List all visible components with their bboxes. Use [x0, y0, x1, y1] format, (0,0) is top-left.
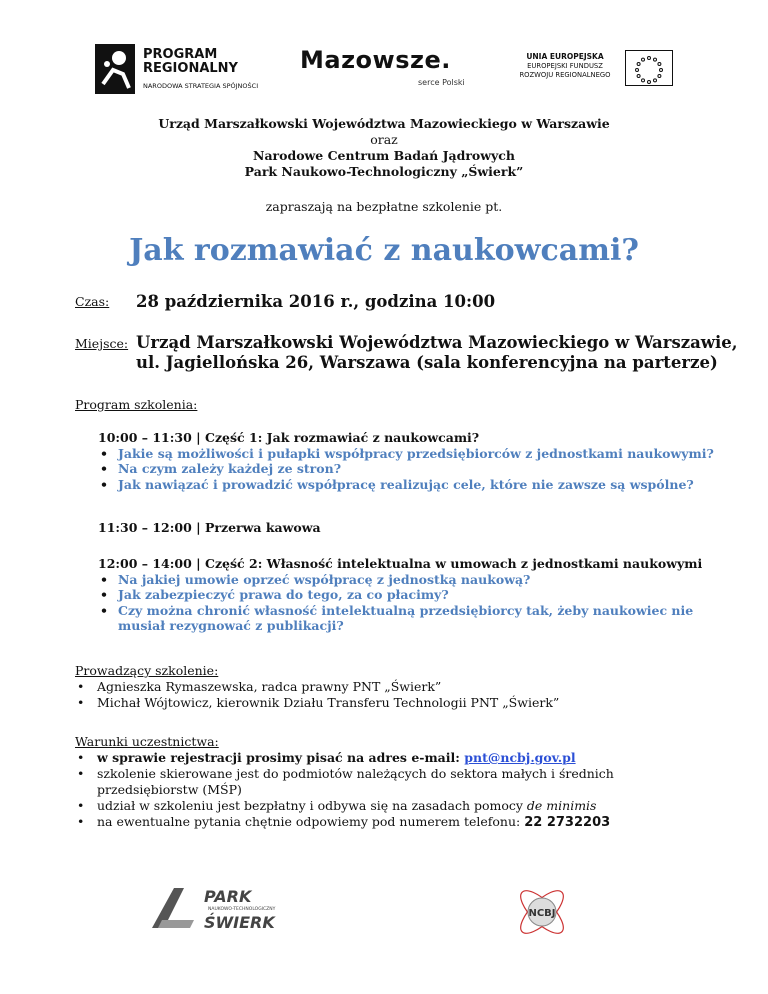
invitation-text: zapraszają na bezpłatne szkolenie pt.: [265, 199, 503, 214]
eu-flag-icon: [625, 50, 673, 86]
email-link[interactable]: pnt@ncbj.gov.pl: [464, 750, 576, 765]
list-item: • w sprawie rejestracji prosimy pisać na adres e-mail: pnt@ncbj.gov.pl: [75, 750, 695, 766]
program-regionalny-logo: [95, 42, 260, 98]
conditions-list: [75, 750, 695, 831]
program-regionalny-title: PROGRAM REGIONALNY: [143, 47, 238, 76]
program-part-2: [98, 556, 738, 634]
list-item: • Na jakiej umowie oprzeć współpracę z jednostką naukową?: [98, 572, 738, 588]
page-title: Jak rozmawiać z naukowcami?: [129, 233, 639, 268]
list-item: • Michał Wójtowicz, kierownik Działu Transferu Technologii PNT „Świerk”: [75, 695, 559, 711]
mazowsze-tagline: serce Polski: [418, 78, 465, 87]
list-item: • Na czym zależy każdej ze stron?: [98, 461, 738, 477]
organizer-1: Urząd Marszałkowski Województwa Mazowieckiego w Warszawie: [158, 116, 610, 131]
mazowsze-wordmark: Mazowsze.: [300, 46, 451, 74]
list-item: • udział w szkoleniu jest bezpłatny i odbywa się na zasadach pomocy de minimis: [75, 798, 695, 814]
phone-number: 22 2732203: [524, 815, 611, 830]
svg-text:NAUKOWO-TECHNOLOGICZNY: NAUKOWO-TECHNOLOGICZNY: [208, 907, 276, 912]
park-swierk-logo: [148, 884, 293, 932]
svg-text:ŚWIERK: ŚWIERK: [204, 913, 275, 932]
park-swierk-emblem-icon: [148, 884, 293, 932]
ncbj-atom-icon: [510, 880, 574, 944]
list-item: • Jak nawiązać i prowadzić współpracę realizując cele, które nie zawsze są wspólne?: [98, 477, 738, 493]
list-item: • Agnieszka Rymaszewska, radca prawny PNT „Świerk”: [75, 679, 559, 695]
program-regionalny-symbol-icon: [95, 44, 135, 94]
program-regionalny-subtitle: NARODOWA STRATEGIA SPÓJNOŚCI: [143, 82, 259, 90]
organizer-3: Park Naukowo-Technologiczny „Świerk”: [244, 164, 524, 179]
part-2-heading: 12:00 – 14:00 | Część 2: Własność intelektualna w umowach z jednostkami naukowymi: [98, 556, 703, 571]
list-item: • na ewentualne pytania chętnie odpowiemy pod numerem telefonu: 22 2732203: [75, 814, 695, 831]
trainers-heading: Prowadzący szkolenie:: [75, 663, 219, 678]
where-label: Miejsce:: [75, 336, 129, 351]
list-item: • Czy można chronić własność intelektualną przedsiębiorcy tak, żeby naukowiec nie musiał rezygnować z publikacji?: [98, 603, 738, 634]
coffee-break: 11:30 – 12:00 | Przerwa kawowa: [98, 520, 321, 535]
where-line-2: ul. Jagiellońska 26, Warszawa (sala konferencyjna na parterze): [136, 353, 718, 372]
header-logos: [95, 42, 673, 98]
organizer-2: Narodowe Centrum Badań Jądrowych: [253, 148, 515, 163]
conditions-heading: Warunki uczestnictwa:: [75, 734, 219, 749]
trainers-list: [75, 679, 559, 711]
program-heading: Program szkolenia:: [75, 397, 198, 412]
part-2-list: [98, 572, 738, 634]
svg-text:NCBJ: NCBJ: [528, 908, 556, 919]
part-1-heading: 10:00 – 11:30 | Część 1: Jak rozmawiać z naukowcami?: [98, 430, 480, 445]
when-label: Czas:: [75, 294, 110, 309]
where-line-1: Urząd Marszałkowski Województwa Mazowieckiego w Warszawie,: [136, 333, 738, 352]
organizer-conjunction: oraz: [370, 132, 398, 147]
svg-text:PARK: PARK: [204, 887, 252, 906]
eu-text: UNIA EUROPEJSKA EUROPEJSKI FUNDUSZ ROZWOJU REGIONALNEGO: [519, 52, 611, 79]
ncbj-logo: [510, 880, 574, 944]
list-item: • Jakie są możliwości i pułapki współpracy przedsiębiorców z jednostkami naukowymi?: [98, 446, 738, 462]
list-item: • Jak zabezpieczyć prawa do tego, za co płacimy?: [98, 587, 738, 603]
mazowsze-logo: [300, 46, 500, 96]
list-item: • szkolenie skierowane jest do podmiotów należących do sektora małych i średnich przedsiębiorstw (MŚP): [75, 766, 695, 798]
eu-logo: [513, 48, 673, 92]
where-value: [136, 333, 738, 373]
when-value: 28 października 2016 r., godzina 10:00: [136, 292, 496, 311]
program-part-1: [98, 430, 738, 492]
part-1-list: [98, 446, 738, 493]
